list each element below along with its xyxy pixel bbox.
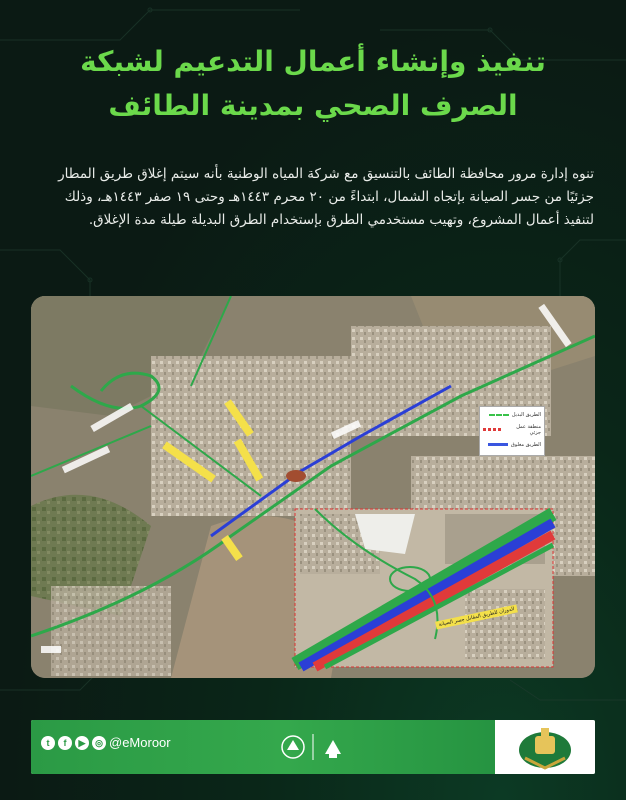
youtube-icon[interactable]: ▶ bbox=[75, 736, 89, 750]
announcement-text: تنوه إدارة مرور محافظة الطائف بالتنسيق مع شركة المياه الوطنية بأنه سيتم إغلاق طريق المطار جزئيًا من جسر الصيانة بإتجاه الشمال، ابتداءً من ٢٠ محرم ١٤٤٣هـ وحتى ١٩ صفر ١٤٤٣هـ، وذلك لتنفيذ أعمال المشروع، وتهيب مستخدمي الطرق بإستخدام الطرق البديلة طيلة مدة الإغلاق. bbox=[58, 166, 594, 228]
map-legend bbox=[479, 406, 545, 456]
map-inset-label: الدوران للطريق المقابل جسر الصيانة bbox=[435, 604, 518, 629]
instagram-icon[interactable]: ◎ bbox=[92, 736, 106, 750]
map-inset bbox=[295, 509, 553, 667]
legend-label: منطقة عمل جزئي bbox=[516, 423, 541, 436]
legend-label: الطريق البديل bbox=[511, 411, 541, 418]
ministry-logos bbox=[281, 730, 345, 764]
map-image bbox=[31, 296, 595, 678]
handle-text: @eMoroor bbox=[109, 735, 171, 750]
legend-item-closed bbox=[480, 437, 544, 452]
facebook-icon[interactable]: f bbox=[58, 736, 72, 750]
footer-logo-area bbox=[495, 720, 595, 774]
legend-item-partial-work bbox=[480, 422, 544, 437]
twitter-icon[interactable]: t bbox=[41, 736, 55, 750]
map-illustration bbox=[31, 296, 595, 678]
title-line-1: تنفيذ وإنشاء أعمال التدعيم لشبكة bbox=[80, 45, 546, 78]
legend-item-alternate bbox=[480, 407, 544, 422]
legend-label: الطريق مغلوق bbox=[510, 441, 541, 448]
page-title bbox=[20, 40, 606, 128]
title-line-2: الصرف الصحي بمدينة الطائف bbox=[108, 89, 518, 122]
traffic-department-logo bbox=[495, 720, 595, 774]
footer-bar bbox=[31, 720, 595, 774]
social-handle[interactable] bbox=[41, 735, 171, 750]
map-street-label bbox=[41, 646, 61, 653]
